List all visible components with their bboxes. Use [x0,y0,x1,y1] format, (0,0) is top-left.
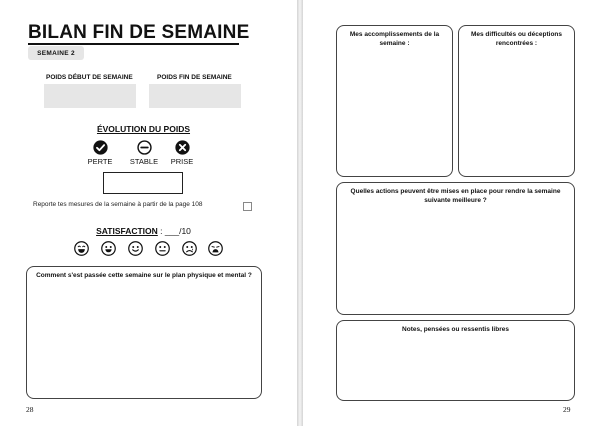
title-underline [28,43,239,45]
page-number-left: 28 [26,405,34,414]
difficulties-card-title: Mes difficultés ou déceptions rencontrées : [470,31,562,47]
difficulties-card[interactable] [458,25,575,177]
satisfaction-score[interactable]: : ___/10 [157,226,191,236]
crying-face-icon[interactable] [208,241,223,256]
notes-card-title: Notes, pensées ou ressentis libres [402,326,509,333]
evolution-field[interactable] [103,172,183,194]
week-badge: SEMAINE 2 [28,46,84,60]
question-card-title: Comment s'est passée cette semaine sur le plan physique et mental ? [36,272,252,279]
actions-card-title: Quelles actions peuvent être mises en place pour rendre la semaine suivante meilleure ? [350,188,561,204]
evolution-label-perte: PERTE [87,157,113,166]
check-circle-icon [93,140,108,155]
page-number-right: 29 [563,405,571,414]
page-title: BILAN FIN DE SEMAINE [28,22,250,43]
weight-end-label: POIDS FIN DE SEMAINE [157,74,232,81]
report-checkbox[interactable] [243,202,252,211]
evolution-label-prise: PRISE [170,157,194,166]
weight-start-field[interactable] [44,84,136,108]
minus-circle-icon [137,140,152,155]
slight-smile-face-icon[interactable] [128,241,143,256]
question-card[interactable] [26,266,262,399]
evolution-label-stable: STABLE [129,157,159,166]
satisfaction-line [0,226,287,236]
notes-card[interactable] [336,320,575,401]
right-page [303,0,600,426]
accomplishments-card[interactable] [336,25,453,177]
evolution-option-prise[interactable] [160,140,204,166]
neutral-face-icon[interactable] [155,241,170,256]
satisfaction-label: SATISFACTION [96,226,158,236]
smiling-face-icon[interactable] [101,241,116,256]
accomplishments-card-title: Mes accomplissements de la semaine : [349,31,440,47]
evolution-title: ÉVOLUTION DU POIDS [96,124,191,134]
actions-card[interactable] [336,182,575,315]
x-circle-icon [175,140,190,155]
laughing-face-icon[interactable] [74,241,89,256]
sad-face-icon[interactable] [182,241,197,256]
weight-end-field[interactable] [149,84,241,108]
left-page [0,0,297,426]
evolution-option-perte[interactable] [78,140,122,166]
report-instruction: Reporte tes mesures de la semaine à partir de la page 108 [33,201,203,208]
weight-start-label: POIDS DÉBUT DE SEMAINE [46,74,133,81]
